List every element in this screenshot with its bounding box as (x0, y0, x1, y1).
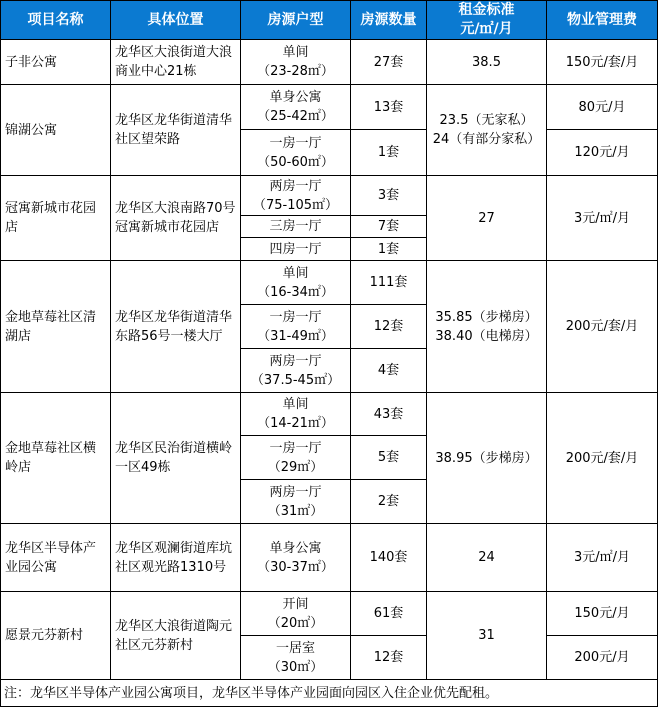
project-location: 龙华区民治街道横岭一区49栋 (111, 393, 241, 524)
header-rent-line2: 元/㎡/月 (460, 21, 513, 37)
unit-type-name: 单间 (282, 397, 309, 412)
project-location: 龙华区龙华街道清华东路56号一楼大厅 (111, 261, 241, 393)
header-rent (427, 1, 547, 40)
rent-standard (427, 261, 547, 393)
unit-type-name: 一居室 (275, 640, 315, 656)
unit-type (241, 305, 351, 349)
unit-count: 3套 (351, 176, 427, 216)
header-location: 具体位置 (111, 1, 241, 40)
unit-type-name: 单身公寓 (269, 90, 322, 105)
header-rent-line1: 租金标准 (458, 2, 515, 18)
unit-type (241, 592, 351, 636)
unit-type (241, 393, 351, 436)
note-row (1, 680, 658, 707)
unit-type-area: （16-34㎡） (257, 284, 334, 300)
rent-line: 24（有部分家私） (432, 132, 541, 147)
unit-type-name: 两房一厅 (269, 484, 322, 500)
table-row (1, 592, 658, 636)
project-location: 龙华区大浪街道陶元社区元芬新村 (111, 592, 241, 680)
project-location: 龙华区大浪街道大浪商业中心21栋 (111, 40, 241, 85)
unit-count: 140套 (351, 524, 427, 592)
unit-type (241, 40, 351, 85)
rent-standard: 31 (427, 592, 547, 680)
table-row (1, 40, 658, 85)
rent-standard: 38.5 (427, 40, 547, 85)
unit-count: 12套 (351, 636, 427, 680)
table-row (1, 261, 658, 305)
unit-type-area: （29㎡） (267, 459, 324, 475)
rent-standard: 27 (427, 176, 547, 261)
unit-type (241, 176, 351, 216)
unit-count: 4套 (351, 349, 427, 393)
header-name: 项目名称 (1, 1, 111, 40)
management-fee: 150元/月 (547, 592, 658, 636)
rent-standard: 24 (427, 524, 547, 592)
unit-count: 111套 (351, 261, 427, 305)
table-row (1, 85, 658, 130)
unit-type-name: 一房一厅 (269, 309, 322, 325)
project-name: 金地草莓社区清湖店 (1, 261, 111, 393)
rent-standard (427, 85, 547, 176)
header-count: 房源数量 (351, 1, 427, 40)
unit-type-area: （37.5-45㎡） (250, 372, 341, 388)
project-name: 金地草莓社区横岭店 (1, 393, 111, 524)
table-row (1, 176, 658, 216)
unit-type-name: 单身公寓 (269, 540, 322, 556)
project-location: 龙华区观澜街道库坑社区观光路1310号 (111, 524, 241, 592)
unit-type-name: 开间 (282, 596, 309, 612)
rent-line: 23.5（无家私） (439, 113, 534, 128)
unit-count: 2套 (351, 480, 427, 524)
unit-type (241, 261, 351, 305)
management-fee: 200元/月 (547, 636, 658, 680)
rent-standard: 38.95（步梯房） (427, 393, 547, 524)
management-fee: 200元/套/月 (547, 393, 658, 524)
unit-type-area: （75-105㎡） (252, 197, 339, 213)
header-fee: 物业管理费 (547, 1, 658, 40)
unit-count: 1套 (351, 130, 427, 176)
unit-count: 13套 (351, 85, 427, 130)
project-name: 愿景元芬新村 (1, 592, 111, 680)
project-name: 子非公寓 (1, 40, 111, 85)
unit-type (241, 436, 351, 480)
unit-count: 7套 (351, 216, 427, 238)
header-type: 房源户型 (241, 1, 351, 40)
management-fee: 150元/套/月 (547, 40, 658, 85)
unit-type-name: 两房一厅 (269, 178, 322, 194)
unit-type: 三房一厅 (241, 216, 351, 238)
unit-count: 43套 (351, 393, 427, 436)
management-fee: 200元/套/月 (547, 261, 658, 393)
header-row (1, 1, 658, 40)
unit-type-area: （31㎡） (267, 503, 324, 519)
project-name: 龙华区半导体产业园公寓 (1, 524, 111, 592)
unit-type-area: （31-49㎡） (257, 328, 334, 344)
unit-type-area: （14-21㎡） (257, 416, 334, 431)
unit-type-area: （23-28㎡） (257, 64, 334, 79)
unit-type (241, 349, 351, 393)
unit-type (241, 636, 351, 680)
unit-type-area: （50-60㎡） (257, 154, 334, 170)
unit-type-name: 一房一厅 (269, 440, 322, 456)
unit-count: 27套 (351, 40, 427, 85)
unit-type-name: 一房一厅 (269, 135, 322, 151)
unit-type (241, 524, 351, 592)
rent-line: 38.40（电梯房） (435, 328, 538, 344)
unit-count: 1套 (351, 238, 427, 261)
unit-type-area: （20㎡） (267, 615, 324, 631)
unit-type-area: （30㎡） (267, 659, 324, 675)
unit-type-area: （30-37㎡） (257, 559, 334, 575)
project-name: 冠寓新城市花园店 (1, 176, 111, 261)
management-fee: 3元/㎡/月 (547, 524, 658, 592)
unit-type (241, 130, 351, 176)
project-location: 龙华区大浪南路70号冠寓新城市花园店 (111, 176, 241, 261)
unit-type (241, 480, 351, 524)
unit-type-name: 两房一厅 (269, 353, 322, 369)
project-location: 龙华区龙华街道清华社区望荣路 (111, 85, 241, 176)
unit-type-area: （25-42㎡） (257, 109, 334, 124)
footnote: 注：龙华区半导体产业园公寓项目，龙华区半导体产业园面向园区入住企业优先配租。 (1, 680, 658, 707)
unit-count: 5套 (351, 436, 427, 480)
unit-type (241, 85, 351, 130)
project-name: 锦湖公寓 (1, 85, 111, 176)
management-fee: 120元/月 (547, 130, 658, 176)
table-row (1, 524, 658, 592)
unit-count: 12套 (351, 305, 427, 349)
unit-count: 61套 (351, 592, 427, 636)
unit-type: 四房一厅 (241, 238, 351, 261)
management-fee: 3元/㎡/月 (547, 176, 658, 261)
management-fee: 80元/月 (547, 85, 658, 130)
unit-type-name: 单间 (282, 45, 309, 60)
unit-type-name: 单间 (282, 265, 309, 281)
rent-line: 35.85（步梯房） (435, 309, 538, 325)
table-row (1, 393, 658, 436)
